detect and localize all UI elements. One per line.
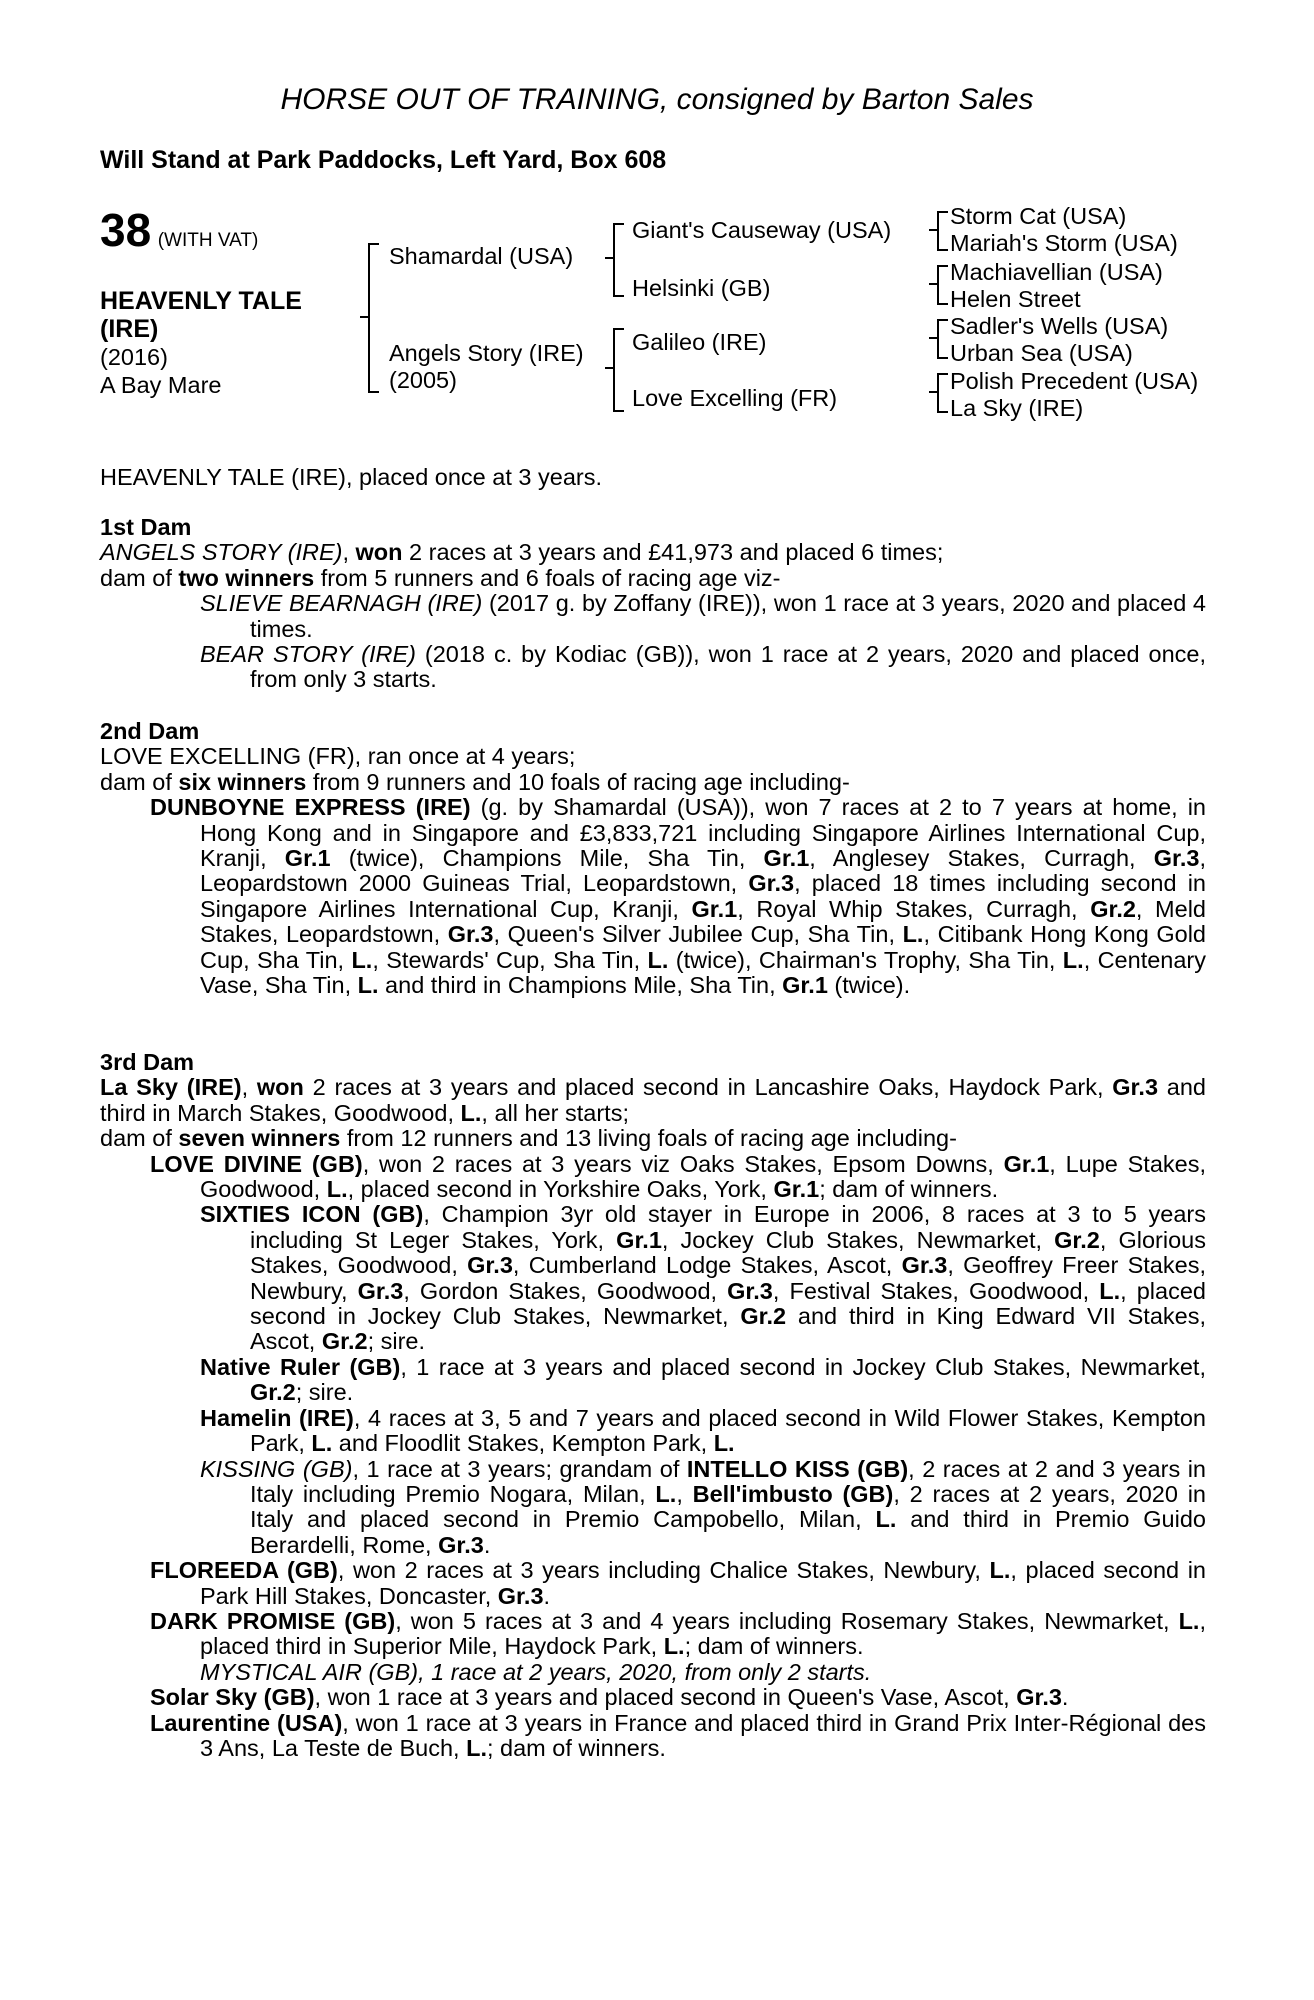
runner-entry [100, 1711, 1206, 1762]
record-text: 2 races at 3 years and £41,973 and placed 6 times; [402, 539, 944, 566]
text: 2 races at 3 years and placed second in Lancashire Oaks, Haydock Park, [303, 1074, 1113, 1101]
horse-summary [100, 465, 1206, 490]
text: , won 1 race at 3 years and placed second in Queen's Vase, Ascot, [314, 1684, 1017, 1711]
pedigree-g3-6: Urban Sea (USA) [950, 340, 1133, 366]
third-dam-record: La Sky (IRE), won 2 races at 3 years and placed second in Lancashire Oaks, Haydock Park, Gr.3 and third in March Stakes, Goodwood, L., all her starts; [100, 1074, 1206, 1126]
pedigree-brace-tip [360, 316, 370, 318]
produce-entry [100, 591, 1206, 642]
text: , Stewards' Cup, Sha Tin, [372, 946, 648, 973]
grade: Gr.3 [1153, 845, 1200, 872]
text: . [543, 1582, 551, 1609]
runner-name: Bell'imbusto (GB) [692, 1480, 894, 1507]
text: , placed second in Yorkshire Oaks, York, [347, 1176, 774, 1203]
grade: Gr.1 [782, 972, 828, 999]
won-label: won [256, 1074, 304, 1101]
text: ; dam of winners. [819, 1176, 999, 1203]
text: , Queen's Silver Jubilee Cup, Sha Tin, [493, 921, 903, 948]
pedigree-sire: Shamardal (USA) [389, 243, 574, 269]
text: ; sire. [295, 1379, 354, 1406]
produce-text: (2017 g. by Zoffany (IRE)), won 1 race at 3 years, 2020 and placed 4 times. [250, 590, 1206, 642]
text: , Lupe Stakes, Goodwood, [200, 1150, 1206, 1203]
pedigree-brace-g3 [937, 373, 948, 413]
text: , Gordon Stakes, Goodwood, [403, 1277, 728, 1304]
grade: Gr.3 [447, 921, 494, 948]
text: ; sire. [367, 1328, 426, 1355]
grade: Gr.3 [438, 1531, 484, 1558]
text: , Champion 3yr old stayer in Europe in 2006, 8 races at 3 to 5 years including St Leger Stakes, York, [250, 1201, 1206, 1253]
vat-note: (WITH VAT) [157, 230, 259, 251]
runner-entry [100, 1355, 1206, 1406]
pedigree-sire-sire: Giant's Causeway (USA) [632, 217, 892, 243]
listed: L. [1062, 946, 1084, 973]
pedigree-brace-tip [929, 229, 939, 231]
first-dam-heading: 1st Dam [100, 514, 192, 540]
pedigree-g3-5: Sadler's Wells (USA) [950, 313, 1169, 339]
listed: L. [902, 921, 924, 948]
text: , Festival Stakes, Goodwood, [772, 1277, 1100, 1304]
runner-name: INTELLO KISS (GB) [686, 1455, 909, 1482]
page-title: HORSE OUT OF TRAINING, consigned by Barton Sales [280, 83, 1034, 116]
text: (twice). [827, 972, 911, 999]
third-dam-name: La Sky (IRE) [100, 1074, 242, 1101]
text: (twice), Champions Mile, Sha Tin, [330, 845, 764, 872]
grade: Gr.2 [250, 1379, 296, 1406]
pedigree-dam-sire: Galileo (IRE) [632, 329, 767, 355]
pedigree-g3-3: Machiavellian (USA) [950, 259, 1163, 285]
runner-entry [100, 1685, 1206, 1710]
produce-name: BEAR STORY (IRE) [200, 641, 416, 668]
produce-name: SLIEVE BEARNAGH (IRE) [200, 590, 483, 617]
pedigree-dam: Angels Story (IRE) [389, 340, 584, 366]
text: dam of [100, 1125, 179, 1152]
third-dam-produce-summary [100, 1126, 1206, 1151]
listed: L. [466, 1734, 487, 1761]
text: , Anglesey Stakes, Curragh, [809, 845, 1154, 872]
text: , 2 races at 2 years, 2020 in Italy and placed second in Premio Campobello, Milan, [250, 1480, 1207, 1533]
text: , placed second in Park Hill Stakes, Doncaster, [200, 1557, 1206, 1609]
text: , 2 races at 2 and 3 years in Italy including Premio Nogara, Milan, [250, 1455, 1207, 1507]
runner-name: KISSING (GB) [200, 1455, 353, 1482]
text: , Cumberland Lodge Stakes, Ascot, [512, 1252, 902, 1279]
grade: Gr.1 [773, 1176, 820, 1203]
runner-name: MYSTICAL AIR (GB) [200, 1658, 419, 1685]
first-dam-produce-summary [100, 566, 1206, 591]
second-dam-record: LOVE EXCELLING (FR), ran once at 4 years; [100, 743, 576, 770]
grade: Gr.3 [467, 1252, 513, 1279]
pedigree-g3-4: Helen Street [950, 286, 1081, 312]
pedigree-brace-dam [613, 328, 624, 412]
pedigree-brace-g3 [937, 319, 948, 359]
text: and third in Champions Mile, Sha Tin, [378, 972, 783, 999]
pedigree-g3-2: Mariah's Storm (USA) [950, 230, 1178, 256]
runner-name: Laurentine (USA) [150, 1709, 343, 1736]
horse-name [100, 287, 302, 343]
text: , Leopardstown 2000 Guineas Trial, Leopardstown, [200, 845, 1206, 897]
runner-name: SIXTIES ICON (GB) [200, 1201, 424, 1228]
runner-entry [100, 1457, 1206, 1559]
grade: Gr.1 [1003, 1150, 1050, 1177]
text: ; dam of winners. [486, 1734, 666, 1761]
pedigree-dam-year: (2005) [389, 367, 457, 393]
stand-location: Will Stand at Park Paddocks, Left Yard, Box 608 [100, 146, 667, 174]
first-dam-section [100, 515, 1206, 693]
grade: Gr.3 [497, 1582, 544, 1609]
runner-name: Hamelin (IRE) [200, 1404, 354, 1431]
listed: L. [351, 946, 373, 973]
text: , placed second in Jockey Club Stakes, Newmarket, [250, 1277, 1206, 1330]
listed: L. [357, 972, 379, 999]
text: , Jockey Club Stakes, Newmarket, [661, 1226, 1055, 1253]
first-dam-name: ANGELS STORY (IRE) [100, 539, 343, 566]
runner-entry [100, 1609, 1206, 1660]
text: and third in March Stakes, Goodwood, [100, 1074, 1206, 1126]
runner-name: Solar Sky (GB) [150, 1684, 315, 1711]
runner-entry [100, 1202, 1206, 1354]
winners-count: two winners [178, 564, 315, 591]
first-dam-record: ANGELS STORY (IRE), won 2 races at 3 years and £41,973 and placed 6 times; [100, 539, 944, 566]
text: , 1 race at 3 years; grandam of [352, 1455, 687, 1482]
text: , Meld Stakes, Leopardstown, [200, 895, 1206, 948]
summary-line: HEAVENLY TALE (IRE), placed once at 3 years. [100, 464, 603, 490]
text: , all her starts; [481, 1099, 629, 1126]
text: , placed 18 times including second in Singapore Airlines International Cup, Kranji, [200, 870, 1206, 922]
listed: L. [647, 946, 669, 973]
produce-entry [100, 642, 1206, 693]
text: , Geoffrey Freer Stakes, Newbury, [250, 1252, 1206, 1304]
pedigree-brace-g3 [937, 211, 948, 251]
horse-year: (2016) [100, 344, 168, 370]
won-label: won [355, 539, 403, 566]
horse-description: A Bay Mare [100, 372, 222, 398]
runner-name: DARK PROMISE (GB) [150, 1607, 396, 1634]
runner-entry [100, 1660, 1206, 1685]
text: . [1061, 1684, 1069, 1711]
listed: L. [460, 1099, 482, 1126]
pedigree-dam-dam: Love Excelling (FR) [632, 385, 838, 411]
lot-number-block [100, 206, 258, 254]
runner-name: FLOREEDA (GB) [150, 1557, 338, 1584]
second-dam-heading: 2nd Dam [100, 718, 200, 744]
text: from 9 runners and 10 foals of racing age including- [306, 768, 850, 795]
grade: Gr.3 [748, 870, 795, 897]
horse-name-line1: HEAVENLY TALE [100, 287, 302, 315]
text: dam of [100, 768, 179, 795]
third-dam-section [100, 1050, 1206, 1761]
grade: Gr.2 [740, 1303, 787, 1330]
text: dam of [100, 564, 179, 591]
listed: L. [989, 1557, 1011, 1584]
text: , placed third in Superior Mile, Haydock Park, [200, 1607, 1206, 1660]
runner-name: DUNBOYNE EXPRESS (IRE) [150, 794, 471, 821]
pedigree-brace-tip [929, 283, 939, 285]
pedigree-brace-sire [613, 223, 624, 297]
third-dam-heading: 3rd Dam [100, 1049, 195, 1075]
second-dam-produce-summary [100, 770, 1206, 795]
runner-entry [100, 795, 1206, 998]
winners-count: seven winners [178, 1125, 341, 1152]
grade: Gr.2 [1090, 895, 1136, 922]
runner-entry [100, 1152, 1206, 1203]
text: , 1 race at 3 years and placed second in Jockey Club Stakes, Newmarket, [400, 1353, 1206, 1380]
text: . [483, 1531, 491, 1558]
text: , [676, 1480, 693, 1507]
pedigree-g3-8: La Sky (IRE) [950, 395, 1084, 421]
winners-count: six winners [178, 768, 307, 795]
text: , 1 race at 2 years, 2020, from only 2 starts. [418, 1658, 872, 1685]
lot-number: 38 [100, 204, 152, 256]
second-dam-section [100, 719, 1206, 998]
listed: L. [311, 1430, 333, 1457]
grade: Gr.3 [1016, 1684, 1062, 1711]
pedigree-brace-tip [929, 337, 939, 339]
text: , Centenary Vase, Sha Tin, [200, 946, 1207, 999]
pedigree-g3-1: Storm Cat (USA) [950, 203, 1127, 229]
pedigree-sire-dam: Helsinki (GB) [632, 275, 771, 301]
text: , won 1 race at 3 years in France and placed third in Grand Prix Inter-Régional des 3 Ans, La Teste de Buch, [200, 1709, 1206, 1761]
grade: Gr.2 [321, 1328, 368, 1355]
grade: Gr.1 [763, 845, 810, 872]
pedigree-brace-g3 [937, 265, 948, 305]
listed: L. [1178, 1607, 1200, 1634]
text: , won 5 races at 3 and 4 years including Rosemary Stakes, Newmarket, [395, 1607, 1179, 1634]
text: from 5 runners and 6 foals of racing age viz- [314, 564, 781, 591]
grade: Gr.1 [616, 1226, 662, 1253]
text: (g. by Shamardal (USA)), won 7 races at 2 to 7 years at home, in Hong Kong and in Singapore and £3,833,721 including Singapore Airlines International Cup, Kranji, [200, 794, 1206, 872]
pedigree-brace-tip [929, 391, 939, 393]
text: , won 2 races at 3 years including Chalice Stakes, Newbury, [337, 1557, 990, 1584]
runner-name: LOVE DIVINE (GB) [150, 1150, 363, 1177]
text: ; dam of winners. [684, 1633, 864, 1660]
grade: Gr.1 [284, 845, 331, 872]
text: , 4 races at 3, 5 and 7 years and placed second in Wild Flower Stakes, Kempton Park, [250, 1404, 1206, 1457]
listed: L. [655, 1480, 677, 1507]
listed: L. [875, 1506, 897, 1533]
text: from 12 runners and 13 living foals of racing age including- [340, 1125, 957, 1152]
grade: Gr.3 [727, 1277, 773, 1304]
pedigree-brace-gen1 [368, 243, 379, 393]
grade: Gr.3 [357, 1277, 404, 1304]
text: (twice), Chairman's Trophy, Sha Tin, [668, 946, 1063, 973]
horse-name-line2: (IRE) [100, 315, 159, 343]
runner-entry [100, 1406, 1206, 1457]
listed: L. [1099, 1277, 1121, 1304]
runner-entry [100, 1558, 1206, 1609]
listed: L. [663, 1633, 685, 1660]
text: and third in Premio Guido Berardelli, Rome, [250, 1506, 1206, 1558]
runner-name: Native Ruler (GB) [200, 1353, 401, 1380]
pedigree-brace-tip [605, 257, 615, 259]
text: and Floodlit Stakes, Kempton Park, [332, 1430, 714, 1457]
grade: Gr.1 [691, 895, 738, 922]
text: , won 2 races at 3 years viz Oaks Stakes, Epsom Downs, [362, 1150, 1004, 1177]
text: , Royal Whip Stakes, Curragh, [737, 895, 1091, 922]
produce-text: (2018 c. by Kodiac (GB)), won 1 race at 2 years, 2020 and placed once, from only 3 starts. [250, 641, 1206, 693]
grade: Gr.2 [1054, 1226, 1100, 1253]
listed: L. [326, 1176, 348, 1203]
text: , Glorious Stakes, Goodwood, [250, 1226, 1206, 1279]
grade: Gr.3 [901, 1252, 948, 1279]
pedigree-brace-tip [605, 367, 615, 369]
grade: Gr.3 [1112, 1074, 1159, 1101]
text: , Citibank Hong Kong Gold Cup, Sha Tin, [200, 921, 1207, 973]
pedigree-g3-7: Polish Precedent (USA) [950, 368, 1199, 394]
listed: L. [713, 1430, 735, 1457]
text: and third in King Edward VII Stakes, Ascot, [250, 1303, 1206, 1355]
